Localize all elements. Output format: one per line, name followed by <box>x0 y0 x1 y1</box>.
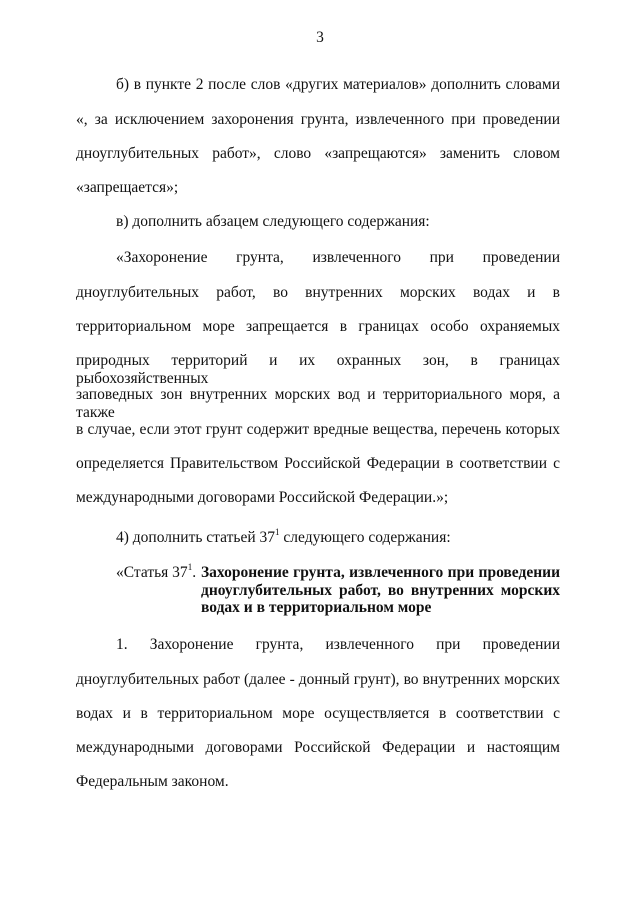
article-title-line: Захоронение грунта, извлеченного при проведении <box>201 564 560 581</box>
text-line: международными договорами Российской Федерации.»; <box>76 489 449 506</box>
text-line: определяется Правительством Российской Федерации в соответствии с <box>76 455 560 472</box>
text-line: «запрещается»; <box>76 179 179 196</box>
text-line: дноуглубительных работ (далее - донный грунт), во внутренних морских <box>76 671 560 688</box>
text-line: б) в пункте 2 после слов «других материалов» дополнить словами <box>116 76 560 93</box>
article-label <box>116 564 196 582</box>
text-line: в) дополнить абзацем следующего содержания: <box>116 213 430 230</box>
page-number: 3 <box>316 29 324 46</box>
article-title-line: водах и в территориальном море <box>201 599 432 616</box>
text-line: «Захоронение грунта, извлеченного при проведении <box>116 249 560 266</box>
text: следующего содержания: <box>279 529 451 546</box>
text: 4) дополнить статьей 37 <box>116 529 276 546</box>
text-line: международными договорами Российской Федерации и настоящим <box>76 739 560 756</box>
text: . <box>192 564 197 581</box>
text-line: в случае, если этот грунт содержит вредные вещества, перечень которых <box>76 421 560 438</box>
article-title-line: дноуглубительных работ, во внутренних морских <box>201 581 560 599</box>
text-line: Федеральным законом. <box>76 773 229 790</box>
superscript: 1 <box>187 562 193 572</box>
superscript: 1 <box>275 527 280 537</box>
text-line: 1. Захоронение грунта, извлеченного при проведении <box>116 636 560 653</box>
text: «Статья 37 <box>116 564 188 581</box>
text-line: «, за исключением захоронения грунта, извлеченного при проведении <box>76 111 560 128</box>
text-line: территориальном море запрещается в границах особо охраняемых <box>76 318 560 335</box>
text-line <box>116 529 560 547</box>
text-line: заповедных зон внутренних морских вод и территориального моря, а также <box>76 386 560 421</box>
text-line: дноуглубительных работ, во внутренних морских водах и в <box>76 284 560 301</box>
text-line: водах и в территориальном море осуществляется в соответствии с <box>76 705 560 722</box>
text-line: природных территорий и их охранных зон, в границах рыбохозяйственных <box>76 352 560 387</box>
text-line: дноуглубительных работ», слово «запрещаются» заменить словом <box>76 145 560 162</box>
